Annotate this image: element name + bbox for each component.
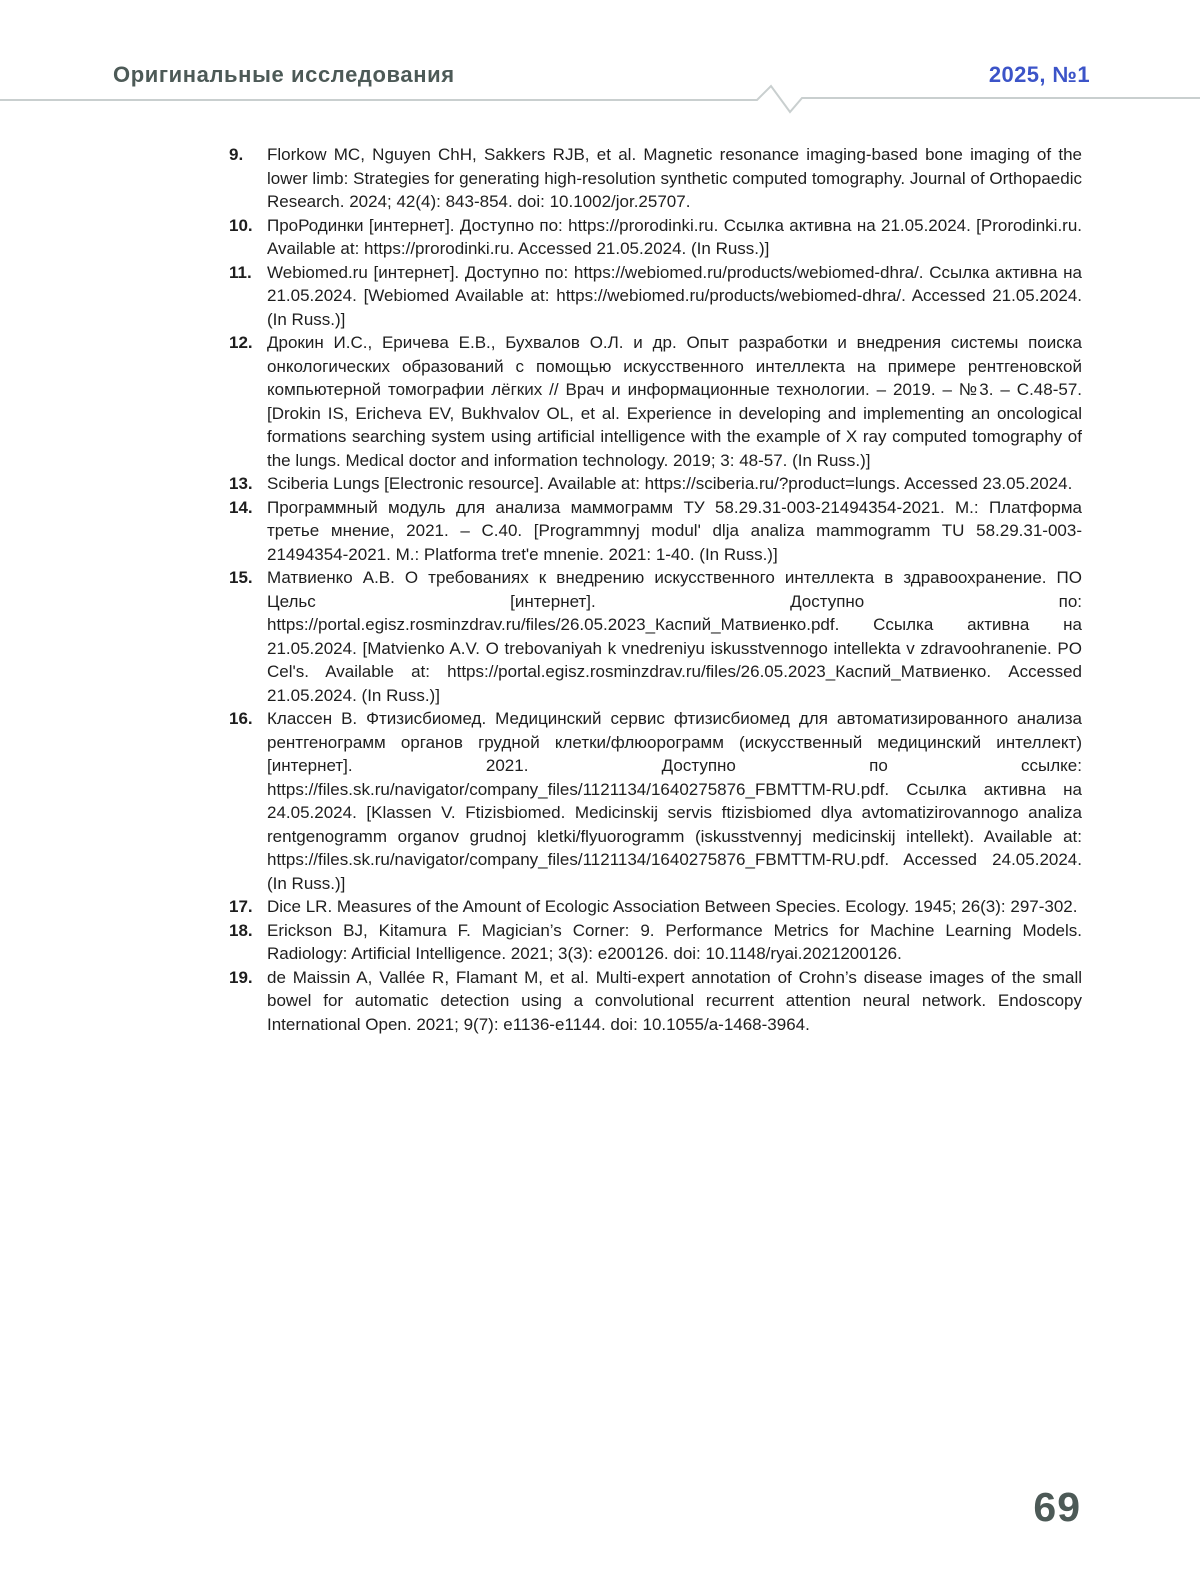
reference-item xyxy=(229,143,1082,214)
reference-text: Классен В. Фтизисбиомед. Медицинский сервис фтизисбиомед для автоматизированного анализа рентгенограмм органов грудной клетки/флюорограмм (искусственный медицинский интеллект) [интернет]. 2021. Доступно по ссылке: https://files.sk.ru/navigator/company_files/1121134/1640275876_FBMTTM-RU.pdf. Ссылка активна на 24.05.2024. [Klassen V. Ftizisbiomed. Medicinskij servis ftizisbiomed dlya avtomatizirovannogo analiza rentgenogramm organov grudnoj kletki/flyuorogramm (iskusstvennyj medicinskij intellekt). Available at: https://files.sk.ru/navigator/company_files/1121134/1640275876_FBMTTM-RU.pdf. Accessed 24.05.2024. (In Russ.)] xyxy=(267,709,1082,893)
ecg-divider xyxy=(0,84,1200,116)
reference-number: 18. xyxy=(229,920,253,940)
issue-label: 2025, №1 xyxy=(988,62,1090,87)
reference-number: 14. xyxy=(229,497,253,517)
reference-number: 17. xyxy=(229,897,253,916)
reference-item xyxy=(229,472,1082,496)
reference-item xyxy=(229,496,1082,567)
reference-text: ПроРодинки [интернет]. Доступно по: https://prorodinki.ru. Ссылка активна на 21.05.2024. [Prorodinki.ru. Available at: https://prorodinki.ru. Accessed 21.05.2024. (In Russ.)] xyxy=(267,215,1082,258)
reference-item xyxy=(229,895,1082,919)
reference-text: Дрокин И.С., Еричева Е.В., Бухвалов О.Л. и др. Опыт разработки и внедрения системы поиска онкологических образований с помощью искусственного интеллекта на примере рентгеновской компьютерной томографии лёгких // Врач и информационные технологии. – 2019. – №3. – С.48-57. [Drokin IS, Ericheva EV, Bukhvalov OL, et al. Experience in developing and implementing an oncological formations searching system using artificial intelligence with the example of X ray computed tomography of the lungs. Medical doctor and information technology. 2019; 3: 48-57. (In Russ.)] xyxy=(267,333,1082,470)
reference-number: 10. xyxy=(229,215,253,235)
reference-text: Webiomed.ru [интернет]. Доступно по: https://webiomed.ru/products/webiomed-dhra/. Ссылка активна на 21.05.2024. [Webiomed Available at: https://webiomed.ru/products/webiomed-dhra/. Accessed 21.05.2024. (In Russ.)] xyxy=(267,262,1082,329)
reference-item xyxy=(229,966,1082,1037)
reference-item xyxy=(229,261,1082,332)
reference-item xyxy=(229,919,1082,966)
reference-text: Программный модуль для анализа маммограмм ТУ 58.29.31-003-21494354-2021. М.: Платформа третье мнение, 2021. – С.40. [Programmnyj modul' dlja analiza mammogramm TU 58.29.31-003-21494354-2021. M.: Platforma tret'e mnenie. 2021: 1-40. (In Russ.)] xyxy=(267,497,1082,564)
reference-text: Матвиенко А.В. О требованиях к внедрению искусственного интеллекта в здравоохранение. ПО Цельс [интернет]. Доступно по: https://portal.egisz.rosminzdrav.ru/files/26.05.2023_Каспий_Матвиенко.pdf. Ссылка активна на 21.05.2024. [Matvienko A.V. O trebovaniyah k vnedreniyu iskusstvennogo intellekta v zdravoohranenie. PO Cel's. Available at: https://portal.egisz.rosminzdrav.ru/files/26.05.2023_Каспий_Матвиенко. Accessed 21.05.2024. (In Russ.)] xyxy=(267,568,1082,705)
reference-item xyxy=(229,214,1082,261)
page-number: 69 xyxy=(1033,1484,1081,1530)
references-list xyxy=(229,143,1082,1036)
reference-number: 19. xyxy=(229,967,253,987)
reference-number: 13. xyxy=(229,474,253,493)
reference-number: 9. xyxy=(229,145,244,164)
reference-text: Dice LR. Measures of the Amount of Ecologic Association Between Species. Ecology. 1945; 26(3): 297-302. xyxy=(267,897,1078,916)
reference-text: de Maissin A, Vallée R, Flamant M, et al. Multi-expert annotation of Crohn’s disease images of the small bowel for automatic detection using a convolutional recurrent attention neural network. Endoscopy International Open. 2021; 9(7): e1136-e1144. doi: 10.1055/a-1468-3964. xyxy=(267,967,1082,1034)
reference-number: 12. xyxy=(229,333,253,352)
reference-item xyxy=(229,331,1082,472)
ecg-pulse-line-icon xyxy=(0,86,1200,112)
reference-text: Erickson BJ, Kitamura F. Magician’s Corner: 9. Performance Metrics for Machine Learning Models. Radiology: Artificial Intelligence. 2021; 3(3): e200126. doi: 10.1148/ryai.2021200126. xyxy=(267,920,1082,963)
reference-item xyxy=(229,707,1082,895)
reference-number: 16. xyxy=(229,709,253,728)
reference-text: Florkow MC, Nguyen ChH, Sakkers RJB, et al. Magnetic resonance imaging-based bone imaging of the lower limb: Strategies for generating high-resolution synthetic computed tomography. Journal of Orthopaedic Research. 2024; 42(4): 843-854. doi: 10.1002/jor.25707. xyxy=(267,145,1082,211)
reference-text: Sciberia Lungs [Electronic resource]. Available at: https://sciberia.ru/?product=lungs. Accessed 23.05.2024. xyxy=(267,474,1073,493)
section-title: Оригинальные исследования xyxy=(113,62,455,87)
reference-number: 15. xyxy=(229,568,253,587)
reference-item xyxy=(229,566,1082,707)
reference-number: 11. xyxy=(229,262,252,282)
